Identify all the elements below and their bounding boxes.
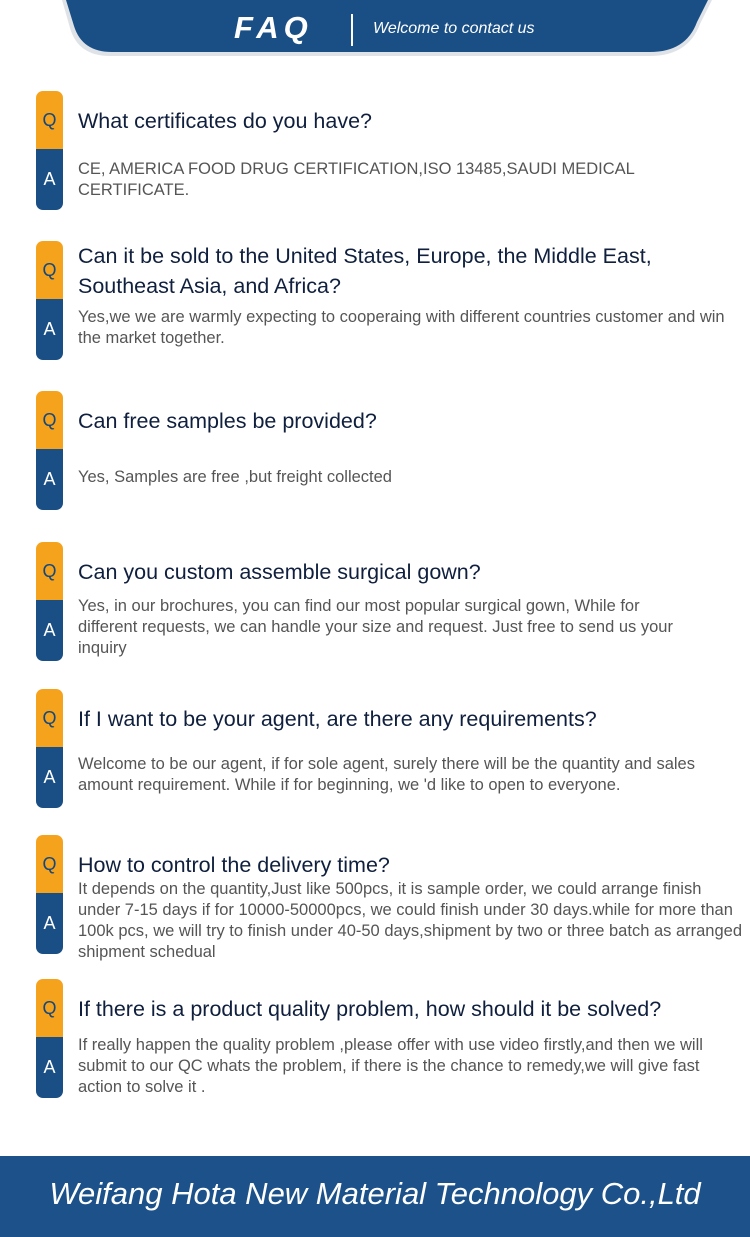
faq-question: If there is a product quality problem, how should it be solved? bbox=[78, 997, 662, 1021]
answer-marker: A bbox=[36, 1037, 63, 1098]
faq-header bbox=[0, 0, 750, 60]
answer-marker: A bbox=[36, 747, 63, 808]
question-marker: Q bbox=[36, 91, 63, 149]
qa-badge bbox=[36, 689, 63, 808]
answer-marker: A bbox=[36, 149, 63, 210]
page-title: FAQ bbox=[234, 10, 313, 45]
company-name: Weifang Hota New Material Technology Co.,Ltd bbox=[49, 1176, 701, 1211]
faq-question: If I want to be your agent, are there any requirements? bbox=[78, 707, 597, 731]
faq-answer: CE, AMERICA FOOD DRUG CERTIFICATION,ISO 13485,SAUDI MEDICAL CERTIFICATE. bbox=[78, 160, 635, 199]
header-subtitle: Welcome to contact us bbox=[373, 20, 535, 37]
qa-badge bbox=[36, 542, 63, 661]
answer-marker: A bbox=[36, 299, 63, 360]
faq-question: How to control the delivery time? bbox=[78, 853, 390, 877]
answer-marker: A bbox=[36, 600, 63, 661]
header-divider bbox=[351, 14, 353, 46]
qa-badge bbox=[36, 979, 63, 1098]
faq-answer: Yes, Samples are free ,but freight collected bbox=[78, 468, 392, 486]
faq-answer: Yes,we we are warmly expecting to cooperaing with different countries customer and win the market together. bbox=[78, 308, 725, 347]
faq-answer: Welcome to be our agent, if for sole agent, surely there will be the quantity and sales amount requirement. While if for beginning, we 'd like to open to everyone. bbox=[78, 755, 695, 794]
faq-question: Can it be sold to the United States, Europe, the Middle East, Southeast Asia, and Africa? bbox=[78, 244, 652, 298]
question-marker: Q bbox=[36, 542, 63, 600]
qa-badge bbox=[36, 241, 63, 360]
question-marker: Q bbox=[36, 241, 63, 299]
faq-question: Can you custom assemble surgical gown? bbox=[78, 560, 481, 584]
faq-answer: If really happen the quality problem ,please offer with use video firstly,and then we will submit to our QC whats the problem, if there is the chance to remedy,we will give fast action to solve it . bbox=[78, 1036, 703, 1096]
question-marker: Q bbox=[36, 689, 63, 747]
faq-question: Can free samples be provided? bbox=[78, 409, 377, 433]
qa-badge bbox=[36, 835, 63, 954]
answer-marker: A bbox=[36, 893, 63, 954]
question-marker: Q bbox=[36, 979, 63, 1037]
faq-answer: It depends on the quantity,Just like 500pcs, it is sample order, we could arrange finish under 7-15 days if for 10000-50000pcs, we could finish under 30 days.while for more than 100k pcs, we will try to finish under 40-50 days,shipment by two or three batch as arranged shipment schedual bbox=[78, 880, 743, 961]
qa-badge bbox=[36, 391, 63, 510]
question-marker: Q bbox=[36, 391, 63, 449]
qa-badge bbox=[36, 91, 63, 210]
footer-banner bbox=[0, 1156, 750, 1237]
faq-answer: Yes, in our brochures, you can find our most popular surgical gown, While for different requests, we can handle your size and request. Just free to send us your inquiry bbox=[78, 597, 673, 657]
answer-marker: A bbox=[36, 449, 63, 510]
question-marker: Q bbox=[36, 835, 63, 893]
faq-question: What certificates do you have? bbox=[78, 109, 372, 133]
